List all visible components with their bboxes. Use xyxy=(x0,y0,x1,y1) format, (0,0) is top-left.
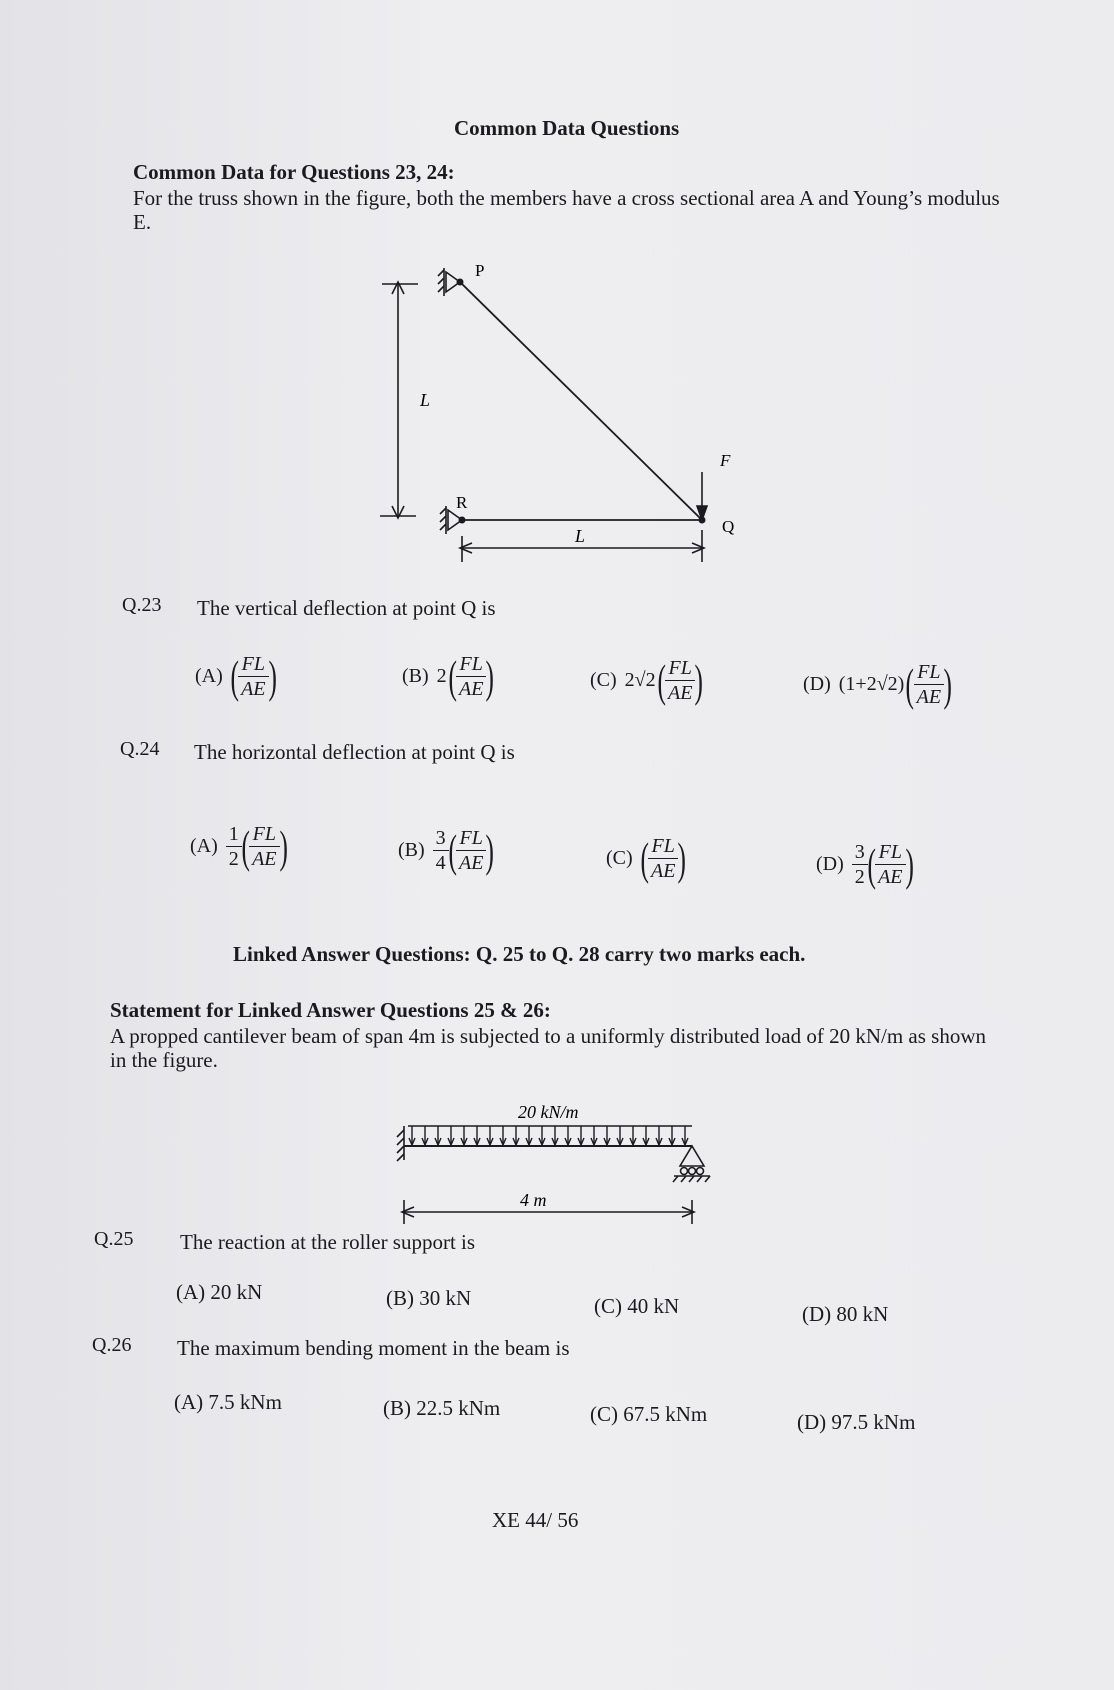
joint-p xyxy=(457,279,464,286)
q26-number: Q.26 xyxy=(92,1334,132,1356)
label-f: F xyxy=(720,451,731,470)
q23-option-b[interactable]: (B) 2 ( $\frac{FL}{AE}$ ) xyxy=(402,650,495,702)
udl-label: 20 kN/m xyxy=(518,1102,579,1122)
label-q: Q xyxy=(722,517,735,536)
joint-r xyxy=(459,517,466,524)
common-data-title: Common Data for Questions 23, 24: xyxy=(133,160,455,184)
q24-option-b[interactable]: (B) $\frac{3}{4}$ ( $\frac{FL}{AE}$ ) xyxy=(398,824,495,876)
q23-option-c[interactable]: (C) 2√2 ( $\frac{FL}{AE}$ ) xyxy=(590,654,704,706)
q26-option-d[interactable]: (D) 97.5 kNm xyxy=(797,1410,916,1434)
q23-text: The vertical deflection at point Q is xyxy=(197,596,496,620)
linked-statement-title: Statement for Linked Answer Questions 25 & 26: xyxy=(110,998,551,1022)
q26-text: The maximum bending moment in the beam is xyxy=(177,1336,570,1360)
q23-option-d[interactable]: (D) (1+2√2) ( $\frac{FL}{AE}$ ) xyxy=(803,658,952,710)
q25-option-d[interactable]: (D) 80 kN xyxy=(802,1302,889,1326)
common-data-statement: For the truss shown in the figure, both the members have a cross sectional area A and Young’s modulus E. xyxy=(133,186,1000,234)
q24-option-d[interactable]: (D) $\frac{3}{2}$ ( $\frac{FL}{AE}$ ) xyxy=(816,838,914,890)
q25-option-b[interactable]: (B) 30 kN xyxy=(386,1286,472,1310)
page-heading: Common Data Questions xyxy=(454,116,680,140)
label-p: P xyxy=(475,261,485,280)
q24-option-c[interactable]: (C) ( $\frac{FL}{AE}$ ) xyxy=(606,832,687,884)
page-footer: XE 44/ 56 xyxy=(492,1508,579,1532)
member-pq xyxy=(460,282,702,520)
label-l-vertical: L xyxy=(420,390,431,410)
label-l-horizontal: L xyxy=(575,526,586,546)
q26-option-a[interactable]: (A) 7.5 kNm xyxy=(174,1390,282,1414)
span-label: 4 m xyxy=(520,1190,547,1210)
roller-support xyxy=(680,1146,704,1166)
q24-option-a[interactable]: (A) $\frac{1}{2}$ ( $\frac{FL}{AE}$ ) xyxy=(190,820,288,872)
q25-text: The reaction at the roller support is xyxy=(180,1230,476,1254)
q23-option-a[interactable]: (A) ( $\frac{FL}{AE}$ ) xyxy=(195,650,277,702)
q25-number: Q.25 xyxy=(94,1228,134,1250)
joint-q xyxy=(699,517,706,524)
q23-number: Q.23 xyxy=(122,594,162,616)
label-r: R xyxy=(456,493,468,512)
q26-option-b[interactable]: (B) 22.5 kNm xyxy=(383,1396,501,1420)
truss-figure xyxy=(370,258,750,568)
q24-number: Q.24 xyxy=(120,738,160,760)
q26-option-c[interactable]: (C) 67.5 kNm xyxy=(590,1402,708,1426)
udl-arrows xyxy=(409,1126,688,1145)
linked-heading: Linked Answer Questions: Q. 25 to Q. 28 carry two marks each. xyxy=(233,942,806,966)
q24-text: The horizontal deflection at point Q is xyxy=(194,740,515,764)
linked-statement: A propped cantilever beam of span 4m is subjected to a uniformly distributed load of 20 kN/m as shown in the figure. xyxy=(110,1024,986,1072)
q25-option-a[interactable]: (A) 20 kN xyxy=(176,1280,263,1304)
q25-option-c[interactable]: (C) 40 kN xyxy=(594,1294,680,1318)
beam-figure xyxy=(390,1096,740,1236)
